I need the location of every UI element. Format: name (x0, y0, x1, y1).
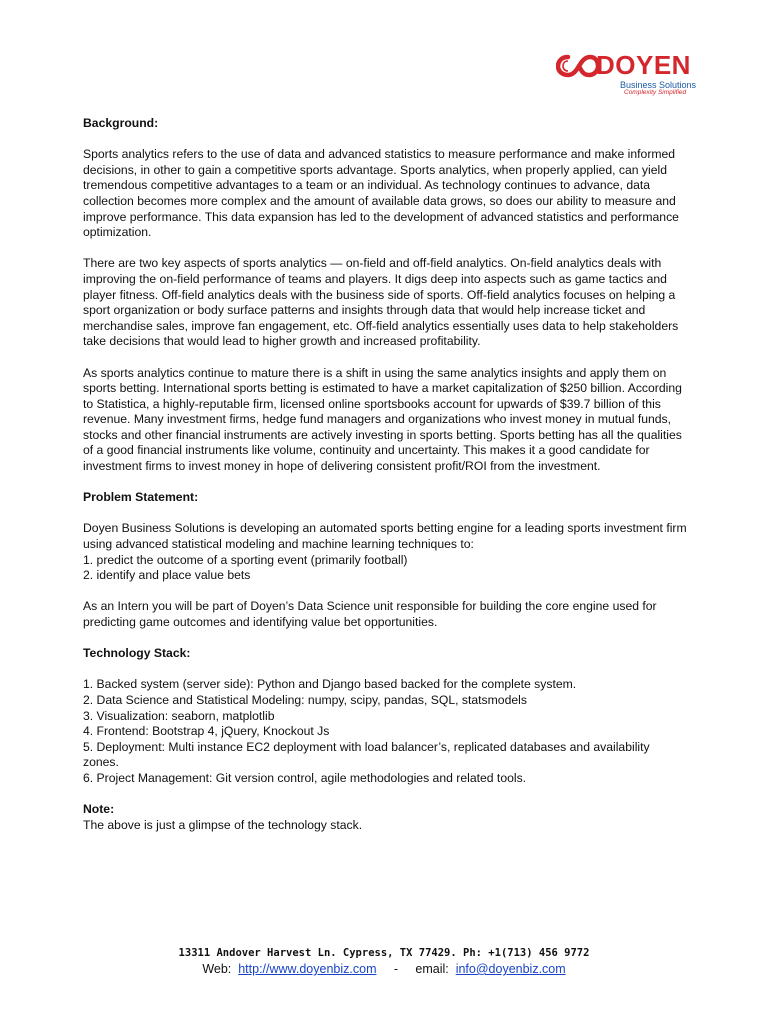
tech-item: 1. Backed system (server side): Python and Django based backed for the complete system. (83, 677, 577, 692)
footer-address: 13311 Andover Harvest Ln. Cypress, TX 77429. Ph: +1(713) 456 9772 (178, 947, 590, 959)
problem-item: 2. identify and place value bets (83, 568, 251, 583)
problem-closing: As an Intern you will be part of Doyen’s Data Science unit responsible for building the core engine used for predicting game outcomes and identifying value bet opportunities. (83, 599, 657, 629)
footer-contact (0, 961, 768, 977)
tech-item: 5. Deployment: Multi instance EC2 deployment with load balancer’s, replicated databases and availability zones. (83, 739, 650, 770)
document-body (83, 116, 687, 833)
footer-web-label: Web: (202, 962, 232, 976)
tech-heading: Technology Stack: (83, 646, 191, 661)
footer-separator: - (393, 962, 399, 976)
logo-subtitle: Business Solutions (620, 80, 697, 90)
note-heading: Note: (83, 802, 115, 817)
problem-heading: Problem Statement: (83, 490, 199, 505)
tech-item: 4. Frontend: Bootstrap 4, jQuery, Knockout Js (83, 724, 330, 739)
problem-item: 1. predict the outcome of a sporting event (primarily football) (83, 552, 408, 567)
tech-item: 6. Project Management: Git version control, agile methodologies and related tools. (83, 770, 527, 785)
background-paragraph-3: As sports analytics continue to mature there is a shift in using the same analytics insights and apply them on sports betting. International sports betting is estimated to have a market capitalization of $250 billion. According to Statistica, a highly-reputable firm, licensed online sportsbooks account for upwards of $39.7 billion of this revenue. Many investment firms, hedge fund managers and organizations who invest money in mutual funds, stocks and other financial instruments are actively investing in sports betting. Sports betting has all the qualities of a good financial instruments like volume, continuity and uncertainty. This makes it a good candidate for investment firms to invest money in hope of delivering consistent profit/ROI from the investment. (83, 365, 682, 474)
logo-infinity-icon (556, 52, 600, 80)
background-paragraph-1: Sports analytics refers to the use of data and advanced statistics to measure performance and make informed decisions, in other to gain a competitive sports advantage. Sports analytics, when properly applied, can yield tremendous competitive advantages to a team or an individual. As technology continues to advance, data collection becomes more complex and the amount of available data grows, so does our ability to measure and improve performance. This data expansion has led to the development of advanced statistics and performance optimization. (83, 147, 679, 240)
background-heading: Background: (83, 116, 159, 130)
tech-item: 3. Visualization: seaborn, matplotlib (83, 708, 275, 723)
footer-email-label: email: (415, 962, 449, 976)
logo-tagline: Complexity Simplified (624, 89, 687, 96)
email-link[interactable]: info@doyenbiz.com (455, 962, 566, 976)
background-paragraph-2: There are two key aspects of sports analytics — on-field and off-field analytics. On-field analytics deals with improving the on-field performance of teams and players. It digs deep into aspects such as game tactics and player fitness. Off-field analytics deals with the business side of sports. Off-field analytics focuses on helping a sport organization or body surface patterns and insights through data that would help increase ticket and merchandise sales, improve fan engagement, etc. Off-field analytics essentially uses data to help stakeholders take decisions that would lead to higher growth and increased profitability. (83, 256, 679, 349)
problem-intro: Doyen Business Solutions is developing an automated sports betting engine for a leading sports investment firm using advanced statistical modeling and machine learning techniques to: (83, 521, 687, 552)
tech-item: 2. Data Science and Statistical Modeling: numpy, scipy, pandas, SQL, statsmodels (83, 692, 527, 707)
logo-wordmark: DOYEN (596, 50, 691, 80)
note-text: The above is just a glimpse of the technology stack. (83, 817, 363, 832)
website-link[interactable]: http://www.doyenbiz.com (238, 962, 377, 976)
company-logo (556, 48, 716, 96)
